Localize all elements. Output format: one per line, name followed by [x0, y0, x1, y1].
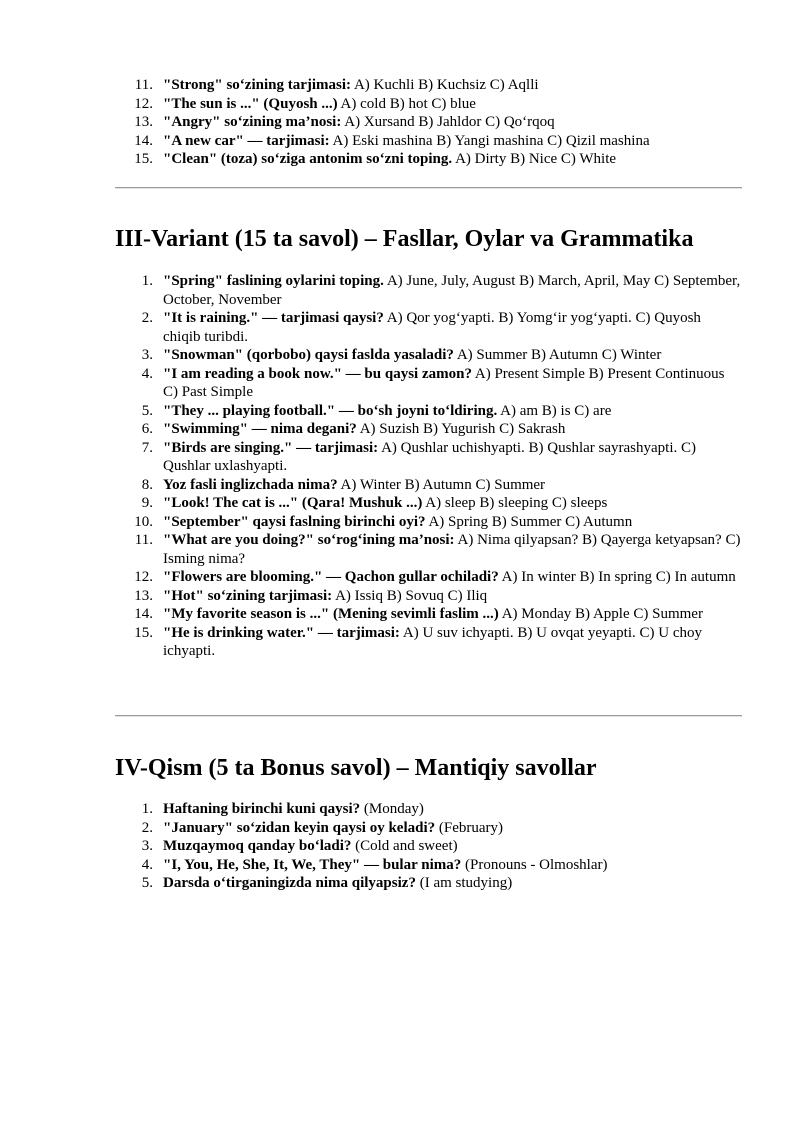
question-number: 11.	[134, 77, 153, 93]
question-item	[115, 800, 742, 819]
part4-section	[115, 800, 742, 893]
question-text: Haftaning birinchi kuni qaysi?	[163, 801, 361, 817]
question-number: 3.	[141, 838, 153, 854]
question-number: 3.	[141, 347, 153, 363]
part2-tail	[115, 76, 742, 169]
question-text: Yoz fasli inglizchada nima?	[163, 476, 338, 493]
question-item	[115, 587, 742, 606]
question-number: 12.	[134, 569, 153, 585]
question-number: 12.	[134, 95, 153, 112]
answer-options: A) Qushlar uchishyapti. B) Qushlar sayrashyapti. C) Qushlar uxlashyapti.	[163, 439, 697, 474]
question-item	[115, 365, 742, 402]
question-text: "Flowers are blooming." — Qachon gullar ochiladi?	[163, 569, 499, 585]
question-text: Muzqaymoq qanday bo‘ladi?	[163, 838, 352, 854]
question-number: 4.	[141, 365, 153, 382]
question-number: 8.	[141, 476, 153, 493]
question-text: "Hot" so‘zining tarjimasi:	[163, 587, 333, 604]
question-item	[115, 568, 742, 587]
part4-question-list	[115, 800, 742, 893]
question-text: "Swimming" — nima degani?	[163, 421, 357, 437]
question-number: 15.	[134, 624, 153, 641]
question-item	[115, 76, 742, 95]
answer-options: A) Winter B) Autumn C) Summer	[337, 476, 546, 493]
question-number: 2.	[141, 310, 153, 326]
question-item	[115, 513, 742, 532]
answer-options: A) Qor yog‘yapti. B) Yomg‘ir yog‘yapti. C) Quyosh chiqib turibdi.	[163, 310, 701, 345]
answer-options: A) Present Simple B) Present Continuous C) Past Simple	[163, 365, 725, 400]
question-item	[115, 819, 742, 838]
question-item	[115, 874, 742, 893]
answer-options: A) June, July, August B) March, April, May C) September, October, November	[163, 273, 741, 308]
answer-options: A) cold B) hot C) blue	[337, 95, 476, 112]
question-text: "Birds are singing." — tarjimasi:	[163, 439, 379, 456]
question-number: 14.	[134, 132, 153, 149]
question-text: "Spring" faslining oylarini toping.	[163, 273, 384, 289]
question-text: "January" so‘zidan keyin qaysi oy keladi?	[163, 819, 436, 836]
question-item	[115, 494, 742, 513]
question-number: 5.	[141, 875, 153, 891]
answer-options: A) Suzish B) Yugurish C) Sakrash	[356, 421, 566, 437]
answer-options: A) Kuchli B) Kuchsiz C) Aqlli	[351, 77, 539, 93]
question-text: "I, You, He, She, It, We, They" — bular nima?	[163, 856, 462, 873]
question-number: 13.	[134, 114, 153, 130]
answer-options: A) Spring B) Summer C) Autumn	[425, 513, 633, 530]
question-text: Darsda o‘tirganingizda nima qilyapsiz?	[163, 875, 416, 891]
question-text: "Snowman" (qorbobo) qaysi faslda yasaladi?	[163, 347, 454, 363]
question-text: "Look! The cat is ..." (Qara! Mushuk ...)	[163, 495, 423, 511]
question-text: "It is raining." — tarjimasi qaysi?	[163, 310, 384, 326]
part2-question-list	[115, 76, 742, 169]
question-number: 15.	[134, 151, 153, 167]
answer-options: A) Nima qilyapsan? B) Qayerga ketyapsan? C) Isming nima?	[163, 532, 741, 567]
question-number: 1.	[141, 273, 153, 289]
answer-hint: (Cold and sweet)	[351, 838, 458, 854]
question-text: "He is drinking water." — tarjimasi:	[163, 624, 400, 641]
question-number: 4.	[141, 856, 153, 873]
question-number: 5.	[141, 402, 153, 419]
question-item	[115, 856, 742, 875]
question-number: 9.	[141, 495, 153, 511]
question-item	[115, 624, 742, 661]
question-text: "September" qaysi faslning birinchi oyi?	[163, 513, 426, 530]
answer-hint: (Pronouns - Olmoshlar)	[461, 856, 608, 873]
question-item	[115, 439, 742, 476]
question-text: "The sun is ..." (Quyosh ...)	[163, 95, 338, 112]
question-number: 13.	[134, 587, 153, 604]
answer-options: A) Issiq B) Sovuq C) Iliq	[332, 587, 488, 604]
question-text: "My favorite season is ..." (Mening sevimli faslim ...)	[163, 606, 499, 622]
question-item	[115, 272, 742, 309]
question-item	[115, 309, 742, 346]
question-text: "A new car" — tarjimasi:	[163, 132, 330, 149]
part3-section	[115, 272, 742, 661]
question-item	[115, 95, 742, 114]
question-item	[115, 837, 742, 856]
answer-options: A) sleep B) sleeping C) sleeps	[422, 495, 608, 511]
answer-options: A) Dirty B) Nice C) White	[452, 151, 617, 167]
question-item	[115, 605, 742, 624]
part3-question-list	[115, 272, 742, 661]
question-item	[115, 132, 742, 151]
question-item	[115, 346, 742, 365]
question-text: "What are you doing?" so‘rog‘ining ma’nosi:	[163, 532, 455, 548]
question-number: 14.	[134, 606, 153, 622]
answer-options: A) Xursand B) Jahldor C) Qo‘rqoq	[341, 114, 555, 130]
question-text: "Angry" so‘zining ma’nosi:	[163, 114, 342, 130]
question-text: "Clean" (toza) so‘ziga antonim so‘zni toping.	[163, 151, 453, 167]
answer-hint: (February)	[435, 819, 504, 836]
answer-hint: (I am studying)	[415, 875, 513, 891]
answer-options: A) Summer B) Autumn C) Winter	[453, 347, 662, 363]
question-item	[115, 476, 742, 495]
part3-heading: III-Variant (15 ta savol) – Fasllar, Oylar va Grammatika	[115, 226, 694, 252]
question-item	[115, 420, 742, 439]
question-item	[115, 113, 742, 132]
question-number: 10.	[134, 513, 153, 530]
question-item	[115, 150, 742, 169]
question-text: "I am reading a book now." — bu qaysi zamon?	[163, 365, 472, 382]
answer-options: A) Monday B) Apple C) Summer	[498, 606, 703, 622]
answer-hint: (Monday)	[360, 801, 424, 817]
part4-heading: IV-Qism (5 ta Bonus savol) – Mantiqiy savollar	[115, 755, 597, 781]
question-number: 6.	[141, 421, 153, 437]
question-item	[115, 531, 742, 568]
answer-options: A) U suv ichyapti. B) U ovqat yeyapti. C) U choy ichyapti.	[163, 624, 702, 659]
question-text: "Strong" so‘zining tarjimasi:	[163, 77, 352, 93]
answer-options: A) am B) is C) are	[497, 402, 612, 419]
section-divider	[115, 715, 742, 717]
section-divider	[115, 187, 742, 189]
question-number: 7.	[141, 439, 153, 456]
question-number: 2.	[141, 819, 153, 836]
answer-options: A) Eski mashina B) Yangi mashina C) Qizil mashina	[329, 132, 650, 149]
question-item	[115, 402, 742, 421]
question-number: 11.	[134, 532, 153, 548]
question-number: 1.	[141, 801, 153, 817]
answer-options: A) In winter B) In spring C) In autumn	[498, 569, 736, 585]
question-text: "They ... playing football." — bo‘sh joyni to‘ldiring.	[163, 402, 498, 419]
